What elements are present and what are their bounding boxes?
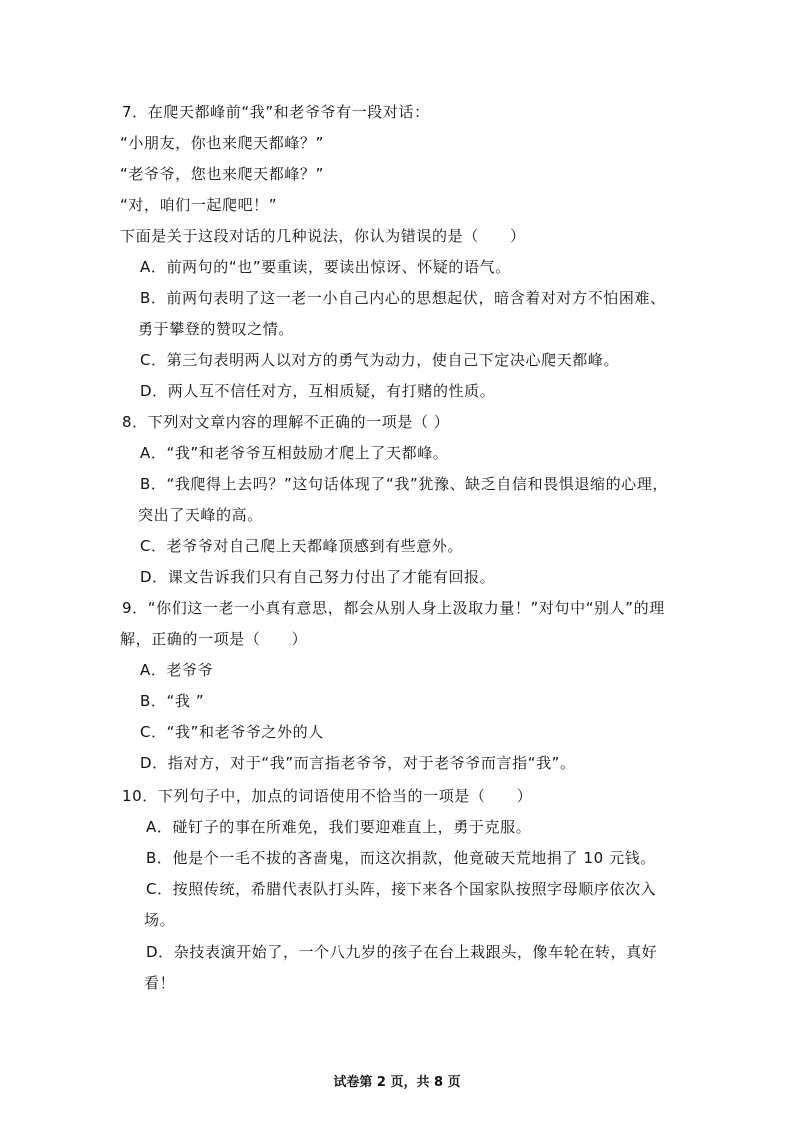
q7-stem-line-3: “老爷爷，您也来爬天都峰？” — [120, 165, 324, 183]
q8-option-b-line-2: 突出了天峰的高。 — [138, 506, 263, 524]
q7-stem-line-2: “小朋友，你也来爬天都峰？” — [120, 134, 324, 152]
q9-stem-line-2: 解，正确的一项是（ ） — [120, 630, 308, 648]
q10-option-c-line-2: 场。 — [144, 911, 176, 929]
q8-option-a: A．“我”和老爷爷互相鼓励才爬上了天都峰。 — [140, 444, 449, 462]
q10-option-b: B．他是个一毛不拔的吝啬鬼，而这次捐款，他竟破天荒地捐了 10 元钱。 — [146, 849, 656, 867]
q9-option-b: B．“我 ” — [140, 692, 205, 710]
q7-option-a: A．前两句的“也”要重读，要读出惊讶、怀疑的语气。 — [140, 258, 511, 276]
q8-option-c: C．老爷爷对自己爬上天都峰顶感到有些意外。 — [140, 537, 464, 555]
q9-option-a: A．老爷爷 — [140, 661, 214, 679]
q10-option-d-line-1: D．杂技表演开始了，一个八九岁的孩子在台上栽跟头，像车轮在转，真好 — [146, 943, 658, 961]
q10-option-a: A．碰钉子的事在所难免，我们要迎难直上，勇于克服。 — [146, 818, 532, 836]
q10-option-c-line-1: C．按照传统，希腊代表队打头阵，接下来各个国家队按照字母顺序依次入 — [146, 880, 657, 898]
q7-stem-line-1: 7．在爬天都峰前“我”和老爷爷有一段对话： — [122, 103, 430, 121]
q7-option-b-line-1: B．前两句表明了这一老一小自己内心的思想起伏，暗含着对对方不怕困难、 — [140, 289, 666, 307]
q9-option-d: D．指对方，对于“我”而言指老爷爷，对于老爷爷而言指“我”。 — [140, 754, 576, 772]
q7-option-d: D．两人互不信任对方，互相质疑，有打赌的性质。 — [140, 382, 496, 400]
q9-stem-line-1: 9．“你们这一老一小真有意思，都会从别人身上汲取力量！”对句中“别人”的理 — [122, 599, 665, 617]
q10-option-d-line-2: 看！ — [144, 974, 176, 992]
q9-option-c: C．“我”和老爷爷之外的人 — [140, 723, 324, 741]
page-footer: 试卷第 2 页，共 8 页 — [333, 1075, 461, 1090]
q7-option-b-line-2: 勇于攀登的赞叹之情。 — [138, 320, 295, 338]
q7-stem-line-4: “对，咱们一起爬吧！” — [120, 196, 278, 214]
q8-option-d: D．课文告诉我们只有自己努力付出了才能有回报。 — [140, 568, 496, 586]
q8-option-b-line-1: B．“我爬得上去吗？”这句话体现了“我”犹豫、缺乏自信和畏惧退缩的心理， — [140, 475, 668, 493]
q8-stem: 8．下列对文章内容的理解不正确的一项是（ ） — [122, 413, 450, 431]
q10-stem: 10．下列句子中，加点的词语使用不恰当的一项是（ ） — [122, 787, 533, 805]
q7-option-c: C．第三句表明两人以对方的勇气为动力，使自己下定决心爬天都峰。 — [140, 351, 620, 369]
q7-stem-line-5: 下面是关于这段对话的几种说法，你认为错误的是（ ） — [120, 227, 526, 245]
